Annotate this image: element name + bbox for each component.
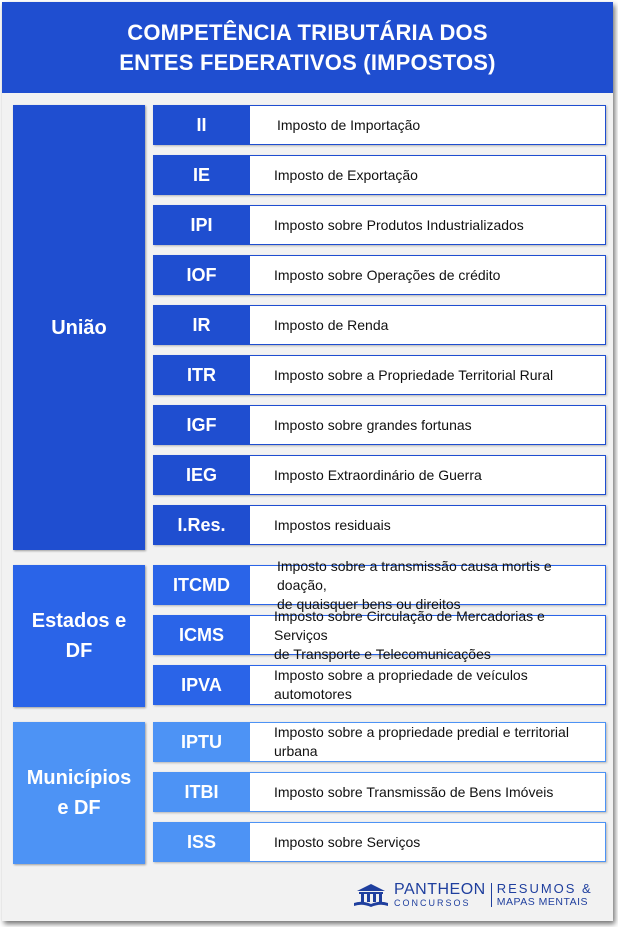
tax-desc: Imposto de Exportação bbox=[250, 155, 606, 195]
group-uniao bbox=[13, 105, 145, 550]
tagline-line-2: MAPAS MENTAIS bbox=[496, 896, 589, 908]
tax-row-iss bbox=[153, 822, 606, 862]
tax-desc: Imposto sobre Operações de crédito bbox=[250, 255, 606, 295]
tax-abbr: IPVA bbox=[153, 665, 250, 705]
tax-abbr: IPI bbox=[153, 205, 250, 245]
tax-desc: Imposto sobre Serviços bbox=[250, 822, 606, 862]
tax-row-icms bbox=[153, 607, 606, 662]
tax-abbr: IOF bbox=[153, 255, 250, 295]
tax-row-ipi bbox=[153, 205, 606, 245]
group-municipios-label-1: Municípios bbox=[26, 767, 132, 789]
group-municipios bbox=[13, 722, 145, 864]
tax-desc bbox=[250, 722, 606, 762]
page-title bbox=[2, 2, 613, 93]
tax-abbr: I.Res. bbox=[153, 505, 250, 545]
tagline bbox=[497, 882, 593, 908]
tax-desc: Impostos residuais bbox=[250, 505, 606, 545]
tax-desc-line-2: urbana bbox=[274, 743, 318, 759]
tax-abbr: IR bbox=[153, 305, 250, 345]
tax-abbr: ITR bbox=[153, 355, 250, 395]
tax-row-iof bbox=[153, 255, 606, 295]
tax-desc-line-1: Imposto sobre a propriedade de veículos bbox=[274, 667, 528, 683]
group-uniao-label: União bbox=[51, 316, 107, 339]
tax-abbr: II bbox=[153, 105, 250, 145]
group-municipios-label-2: e DF bbox=[57, 797, 101, 819]
tax-row-ipva bbox=[153, 665, 606, 705]
tax-abbr: ISS bbox=[153, 822, 250, 862]
tax-desc: Imposto de Importação bbox=[250, 105, 606, 145]
tax-desc bbox=[250, 557, 606, 612]
footer-logo bbox=[352, 880, 607, 910]
group-estados-label-2: DF bbox=[65, 640, 93, 662]
tax-desc: Imposto sobre Produtos Industrializados bbox=[250, 205, 606, 245]
tagline-line-1: RESUMOS & bbox=[496, 881, 593, 896]
tax-row-itbi bbox=[153, 772, 606, 812]
tax-desc-line-2: automotores bbox=[274, 686, 352, 702]
tax-desc bbox=[250, 607, 606, 662]
brand bbox=[394, 882, 486, 908]
tax-desc-line-1: Imposto sobre a propriedade predial e territorial bbox=[274, 724, 569, 740]
title-line-1: COMPETÊNCIA TRIBUTÁRIA DOS bbox=[127, 19, 488, 45]
tax-abbr: IEG bbox=[153, 455, 250, 495]
tax-desc: Imposto sobre grandes fortunas bbox=[250, 405, 606, 445]
tax-row-igf bbox=[153, 405, 606, 445]
tax-desc: Imposto sobre a Propriedade Territorial Rural bbox=[250, 355, 606, 395]
tax-abbr: ICMS bbox=[153, 615, 250, 655]
tax-row-itr bbox=[153, 355, 606, 395]
tax-desc-line-1: Imposto sobre a transmissão causa mortis e doação, bbox=[277, 557, 552, 593]
tax-abbr: IGF bbox=[153, 405, 250, 445]
tax-desc bbox=[250, 665, 606, 705]
infographic-card bbox=[2, 2, 613, 921]
tax-row-ieg bbox=[153, 455, 606, 495]
group-estados-label-1: Estados e bbox=[31, 610, 127, 632]
tax-row-ires bbox=[153, 505, 606, 545]
group-estados bbox=[13, 565, 145, 707]
tax-abbr: IPTU bbox=[153, 722, 250, 762]
title-line-2: ENTES FEDERATIVOS (IMPOSTOS) bbox=[119, 49, 496, 75]
tax-row-iptu bbox=[153, 722, 606, 762]
brand-name: PANTHEON bbox=[394, 881, 486, 898]
tax-abbr: IE bbox=[153, 155, 250, 195]
tax-desc: Imposto Extraordinário de Guerra bbox=[250, 455, 606, 495]
temple-book-icon bbox=[352, 882, 390, 908]
tax-desc-line-1: Imposto sobre Circulação de Mercadorias e Serviços bbox=[274, 607, 545, 643]
tax-abbr: ITBI bbox=[153, 772, 250, 812]
tax-desc: Imposto de Renda bbox=[250, 305, 606, 345]
tax-desc-line-2: de quaisquer bens ou direitos bbox=[277, 595, 461, 612]
tax-row-itcmd bbox=[153, 557, 606, 612]
tax-desc: Imposto sobre Transmissão de Bens Imóveis bbox=[250, 772, 606, 812]
tax-row-ir bbox=[153, 305, 606, 345]
brand-sub: CONCURSOS bbox=[394, 898, 471, 908]
footer-divider bbox=[491, 883, 492, 907]
tax-desc-line-2: de Transporte e Telecomunicações bbox=[274, 645, 491, 662]
tax-abbr: ITCMD bbox=[153, 565, 250, 605]
tax-row-ii bbox=[153, 105, 606, 145]
tax-row-ie bbox=[153, 155, 606, 195]
